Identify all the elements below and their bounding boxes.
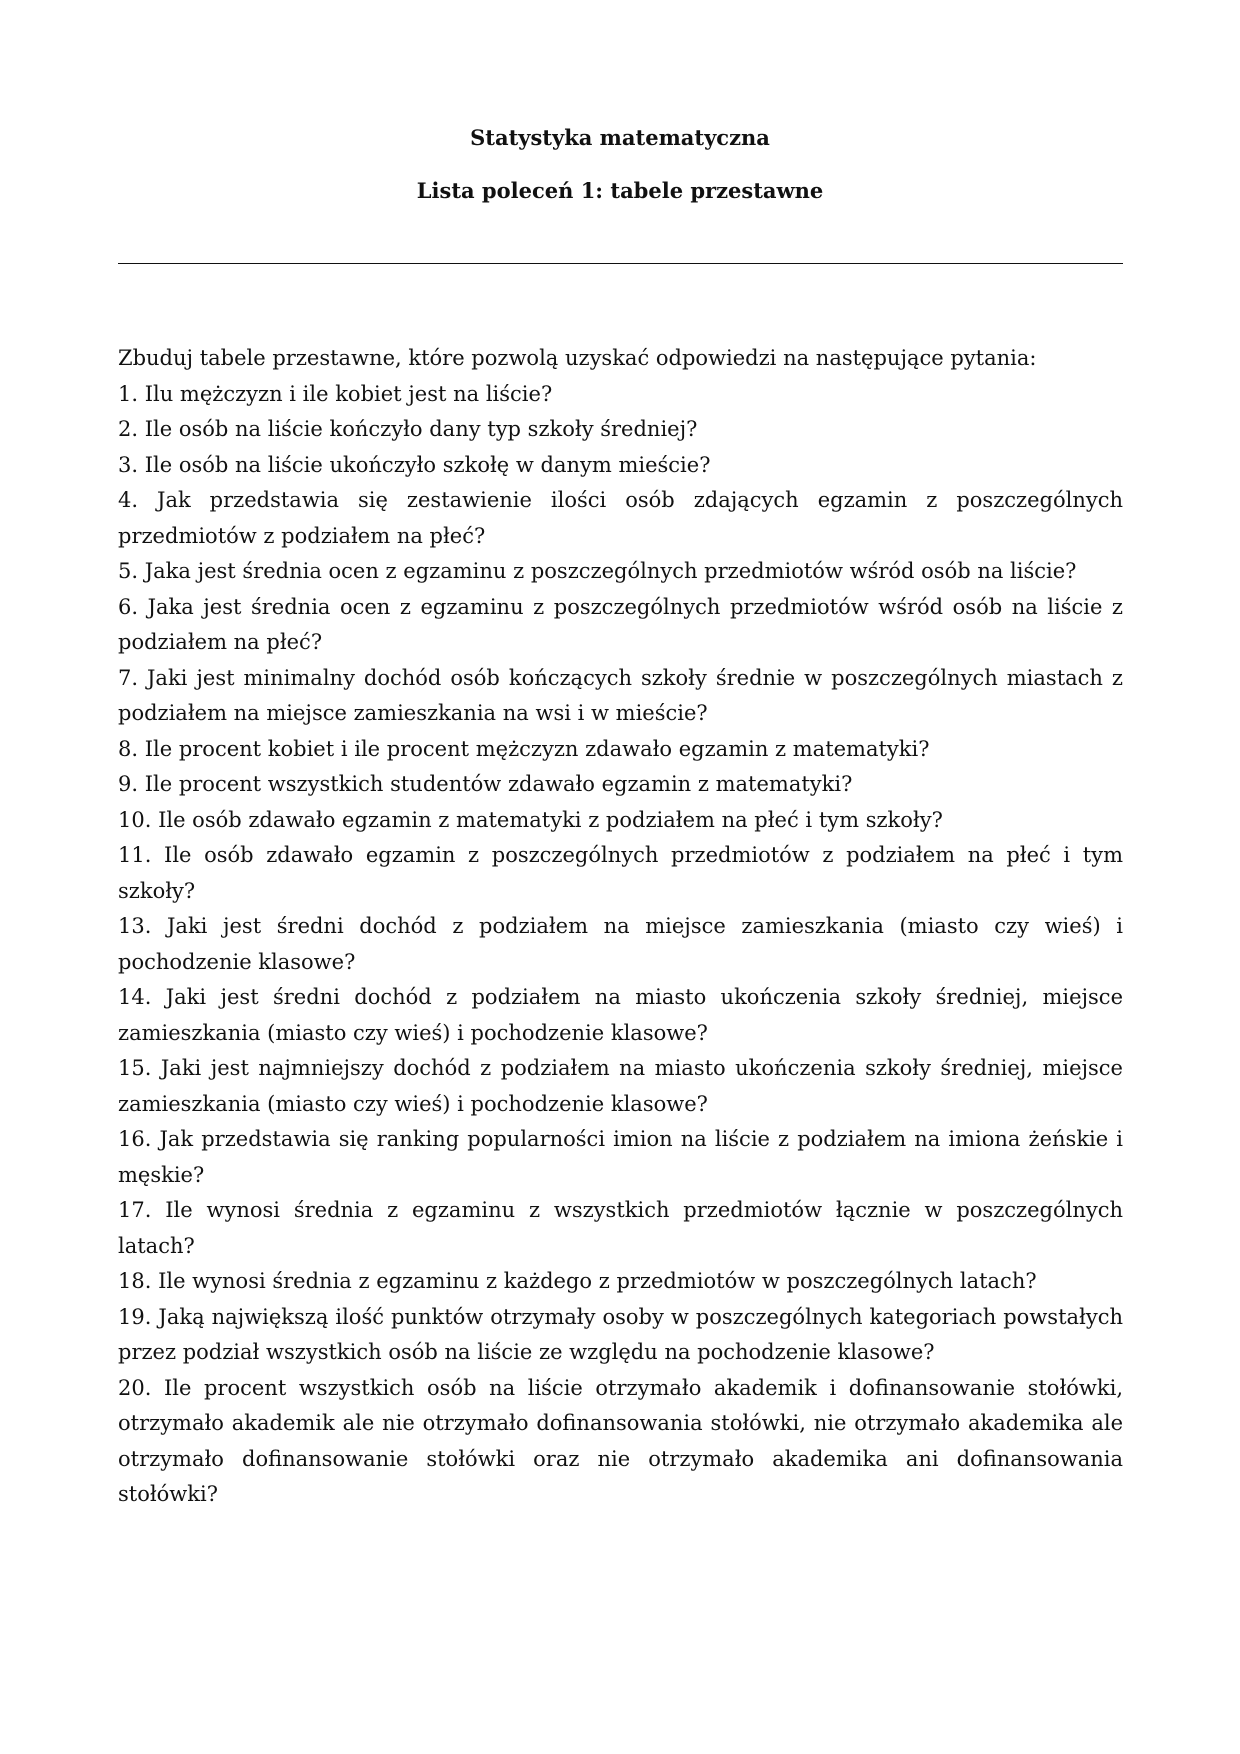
question-item: 11. Ile osób zdawało egzamin z poszczególnych przedmiotów z podziałem na płeć i tym szkoły?: [118, 843, 1123, 903]
document-subtitle: Lista poleceń 1: tabele przestawne: [416, 178, 824, 203]
question-item: 15. Jaki jest najmniejszy dochód z podziałem na miasto ukończenia szkoły średniej, miejsce zamieszkania (miasto czy wieś) i pochodzenie klasowe?: [118, 1056, 1123, 1116]
document-body: [118, 341, 1123, 1513]
question-item: 7. Jaki jest minimalny dochód osób kończących szkoły średnie w poszczególnych miastach z podziałem na miejsce zamieszkania na wsi i w mieście?: [118, 665, 1123, 725]
intro-paragraph: Zbuduj tabele przestawne, które pozwolą uzyskać odpowiedzi na następujące pytania:: [118, 346, 1037, 370]
question-item: 16. Jak przedstawia się ranking popularności imion na liście z podziałem na imiona żeńskie i męskie?: [118, 1127, 1123, 1187]
question-item: 6. Jaka jest średnia ocen z egzaminu z poszczególnych przedmiotów wśród osób na liście z podziałem na płeć?: [118, 594, 1123, 654]
question-item: 2. Ile osób na liście kończyło dany typ szkoły średniej?: [118, 417, 698, 441]
question-item: 18. Ile wynosi średnia z egzaminu z każdego z przedmiotów w poszczególnych latach?: [118, 1269, 1037, 1293]
question-item: 8. Ile procent kobiet i ile procent mężczyzn zdawało egzamin z matematyki?: [118, 736, 930, 761]
question-item: 9. Ile procent wszystkich studentów zdawało egzamin z matematyki?: [118, 772, 853, 796]
question-item: 3. Ile osób na liście ukończyło szkołę w danym mieście?: [118, 452, 711, 477]
question-item: 13. Jaki jest średni dochód z podziałem na miejsce zamieszkania (miasto czy wieś) i pochodzenie klasowe?: [118, 914, 1123, 974]
question-item: 1. Ilu mężczyzn i ile kobiet jest na liście?: [118, 381, 553, 406]
question-item: 19. Jaką największą ilość punktów otrzymały osoby w poszczególnych kategoriach powstałych przez podział wszystkich osób na liście ze względu na pochodzenie klasowe?: [118, 1304, 1123, 1364]
horizontal-divider: [118, 263, 1123, 264]
document-title: Statystyka matematyczna: [470, 125, 770, 150]
question-item: 4. Jak przedstawia się zestawienie ilości osób zdających egzamin z poszczególnych przedmiotów z podziałem na płeć?: [118, 488, 1123, 548]
question-item: 20. Ile procent wszystkich osób na liście otrzymało akademik i dofinansowanie stołówki, otrzymało akademik ale nie otrzymało dofinansowania stołówki, nie otrzymało akademika ale otrzymało dofinansowanie stołówki oraz nie otrzymało akademika ani dofinansowania stołówki?: [118, 1375, 1123, 1506]
question-item: 17. Ile wynosi średnia z egzaminu z wszystkich przedmiotów łącznie w poszczególnych latach?: [118, 1198, 1123, 1258]
question-item: 10. Ile osób zdawało egzamin z matematyki z podziałem na płeć i tym szkoły?: [118, 807, 943, 832]
question-item: 5. Jaka jest średnia ocen z egzaminu z poszczególnych przedmiotów wśród osób na liście?: [118, 559, 1077, 583]
question-item: 14. Jaki jest średni dochód z podziałem na miasto ukończenia szkoły średniej, miejsce zamieszkania (miasto czy wieś) i pochodzenie klasowe?: [118, 985, 1123, 1045]
